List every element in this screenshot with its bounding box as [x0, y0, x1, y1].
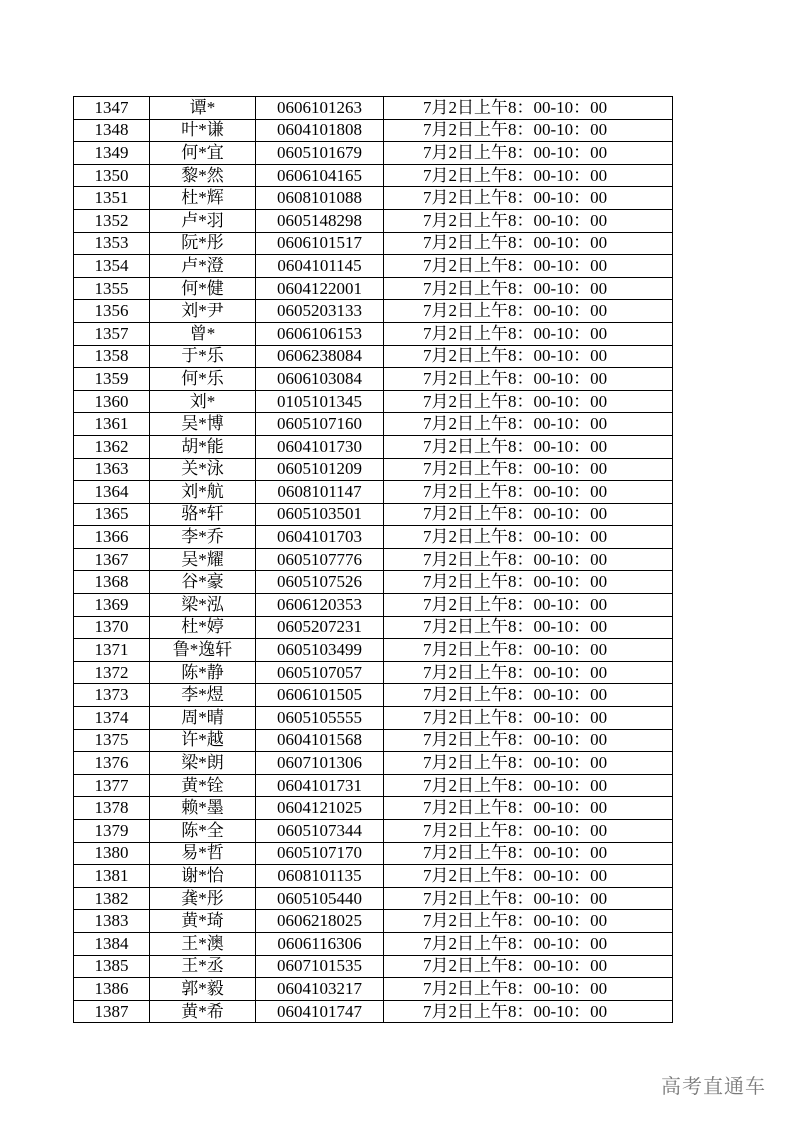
name-cell: 谷*豪: [150, 571, 256, 594]
table-row: [74, 548, 673, 571]
exam-id-cell: 0605107344: [256, 820, 384, 843]
name-cell: 杜*婷: [150, 616, 256, 639]
table-row: [74, 684, 673, 707]
table-row: [74, 797, 673, 820]
exam-time-cell: 7月2日上午8：00-10：00: [384, 503, 673, 526]
exam-time-cell: 7月2日上午8：00-10：00: [384, 300, 673, 323]
exam-time-cell: 7月2日上午8：00-10：00: [384, 255, 673, 278]
name-cell: 吴*博: [150, 413, 256, 436]
name-cell: 谭*: [150, 97, 256, 120]
exam-time-cell: 7月2日上午8：00-10：00: [384, 1000, 673, 1023]
exam-id-cell: 0608101135: [256, 865, 384, 888]
row-number-cell: 1370: [74, 616, 150, 639]
table-row: [74, 209, 673, 232]
exam-time-cell: 7月2日上午8：00-10：00: [384, 232, 673, 255]
exam-time-cell: 7月2日上午8：00-10：00: [384, 978, 673, 1001]
table-row: [74, 255, 673, 278]
name-cell: 曾*: [150, 322, 256, 345]
table-row: [74, 526, 673, 549]
exam-id-cell: 0604101703: [256, 526, 384, 549]
exam-time-cell: 7月2日上午8：00-10：00: [384, 887, 673, 910]
exam-id-cell: 0605107170: [256, 842, 384, 865]
row-number-cell: 1383: [74, 910, 150, 933]
name-cell: 关*泳: [150, 458, 256, 481]
exam-time-cell: 7月2日上午8：00-10：00: [384, 322, 673, 345]
exam-time-cell: 7月2日上午8：00-10：00: [384, 616, 673, 639]
exam-id-cell: 0605107057: [256, 661, 384, 684]
row-number-cell: 1385: [74, 955, 150, 978]
exam-id-cell: 0605105440: [256, 887, 384, 910]
exam-time-cell: 7月2日上午8：00-10：00: [384, 684, 673, 707]
name-cell: 李*乔: [150, 526, 256, 549]
exam-id-cell: 0605103501: [256, 503, 384, 526]
exam-id-cell: 0606116306: [256, 932, 384, 955]
name-cell: 骆*轩: [150, 503, 256, 526]
exam-time-cell: 7月2日上午8：00-10：00: [384, 932, 673, 955]
exam-time-cell: 7月2日上午8：00-10：00: [384, 955, 673, 978]
row-number-cell: 1382: [74, 887, 150, 910]
exam-time-cell: 7月2日上午8：00-10：00: [384, 571, 673, 594]
exam-id-cell: 0604121025: [256, 797, 384, 820]
table-row: [74, 774, 673, 797]
name-cell: 赖*墨: [150, 797, 256, 820]
row-number-cell: 1360: [74, 390, 150, 413]
exam-id-cell: 0607101535: [256, 955, 384, 978]
exam-time-cell: 7月2日上午8：00-10：00: [384, 729, 673, 752]
name-cell: 刘*: [150, 390, 256, 413]
row-number-cell: 1384: [74, 932, 150, 955]
exam-time-cell: 7月2日上午8：00-10：00: [384, 187, 673, 210]
row-number-cell: 1371: [74, 639, 150, 662]
row-number-cell: 1366: [74, 526, 150, 549]
name-cell: 易*哲: [150, 842, 256, 865]
row-number-cell: 1379: [74, 820, 150, 843]
exam-id-cell: 0606218025: [256, 910, 384, 933]
exam-id-cell: 0606103084: [256, 368, 384, 391]
exam-time-cell: 7月2日上午8：00-10：00: [384, 797, 673, 820]
table-row: [74, 481, 673, 504]
table-row: [74, 910, 673, 933]
row-number-cell: 1357: [74, 322, 150, 345]
name-cell: 胡*能: [150, 435, 256, 458]
exam-time-cell: 7月2日上午8：00-10：00: [384, 413, 673, 436]
row-number-cell: 1377: [74, 774, 150, 797]
row-number-cell: 1349: [74, 142, 150, 165]
exam-time-cell: 7月2日上午8：00-10：00: [384, 345, 673, 368]
exam-id-cell: 0606101263: [256, 97, 384, 120]
name-cell: 何*乐: [150, 368, 256, 391]
exam-id-cell: 0606238084: [256, 345, 384, 368]
table-row: [74, 503, 673, 526]
row-number-cell: 1353: [74, 232, 150, 255]
table-row: [74, 458, 673, 481]
roster-table: [73, 96, 673, 1023]
exam-id-cell: 0604101808: [256, 119, 384, 142]
name-cell: 黄*希: [150, 1000, 256, 1023]
exam-time-cell: 7月2日上午8：00-10：00: [384, 661, 673, 684]
table-row: [74, 119, 673, 142]
row-number-cell: 1373: [74, 684, 150, 707]
table-row: [74, 187, 673, 210]
exam-time-cell: 7月2日上午8：00-10：00: [384, 842, 673, 865]
exam-id-cell: 0605107526: [256, 571, 384, 594]
exam-id-cell: 0606120353: [256, 594, 384, 617]
row-number-cell: 1354: [74, 255, 150, 278]
table-row: [74, 594, 673, 617]
exam-time-cell: 7月2日上午8：00-10：00: [384, 707, 673, 730]
row-number-cell: 1372: [74, 661, 150, 684]
exam-time-cell: 7月2日上午8：00-10：00: [384, 774, 673, 797]
exam-time-cell: 7月2日上午8：00-10：00: [384, 368, 673, 391]
table-row: [74, 639, 673, 662]
table-row: [74, 932, 673, 955]
table-row: [74, 277, 673, 300]
table-row: [74, 661, 673, 684]
name-cell: 刘*尹: [150, 300, 256, 323]
name-cell: 吴*耀: [150, 548, 256, 571]
name-cell: 于*乐: [150, 345, 256, 368]
row-number-cell: 1352: [74, 209, 150, 232]
table-row: [74, 707, 673, 730]
exam-id-cell: 0605107160: [256, 413, 384, 436]
exam-id-cell: 0606101517: [256, 232, 384, 255]
row-number-cell: 1351: [74, 187, 150, 210]
exam-id-cell: 0604103217: [256, 978, 384, 1001]
name-cell: 鲁*逸轩: [150, 639, 256, 662]
exam-id-cell: 0606101505: [256, 684, 384, 707]
name-cell: 叶*谦: [150, 119, 256, 142]
exam-id-cell: 0608101147: [256, 481, 384, 504]
row-number-cell: 1374: [74, 707, 150, 730]
table-row: [74, 955, 673, 978]
row-number-cell: 1376: [74, 752, 150, 775]
table-row: [74, 97, 673, 120]
exam-time-cell: 7月2日上午8：00-10：00: [384, 209, 673, 232]
table-row: [74, 571, 673, 594]
name-cell: 王*丞: [150, 955, 256, 978]
name-cell: 阮*彤: [150, 232, 256, 255]
roster-body: [74, 97, 673, 1023]
name-cell: 郭*毅: [150, 978, 256, 1001]
exam-id-cell: 0605148298: [256, 209, 384, 232]
row-number-cell: 1347: [74, 97, 150, 120]
exam-id-cell: 0605101679: [256, 142, 384, 165]
exam-time-cell: 7月2日上午8：00-10：00: [384, 910, 673, 933]
table-row: [74, 887, 673, 910]
exam-time-cell: 7月2日上午8：00-10：00: [384, 752, 673, 775]
name-cell: 黄*铨: [150, 774, 256, 797]
exam-id-cell: 0604101145: [256, 255, 384, 278]
table-row: [74, 368, 673, 391]
exam-id-cell: 0605103499: [256, 639, 384, 662]
exam-time-cell: 7月2日上午8：00-10：00: [384, 820, 673, 843]
table-row: [74, 842, 673, 865]
table-row: [74, 390, 673, 413]
row-number-cell: 1348: [74, 119, 150, 142]
exam-id-cell: 0604101731: [256, 774, 384, 797]
table-row: [74, 752, 673, 775]
watermark-text: 高考直通车: [661, 1074, 766, 1098]
exam-id-cell: 0604101730: [256, 435, 384, 458]
row-number-cell: 1380: [74, 842, 150, 865]
row-number-cell: 1364: [74, 481, 150, 504]
row-number-cell: 1381: [74, 865, 150, 888]
exam-id-cell: 0608101088: [256, 187, 384, 210]
table-row: [74, 322, 673, 345]
row-number-cell: 1375: [74, 729, 150, 752]
row-number-cell: 1387: [74, 1000, 150, 1023]
name-cell: 刘*航: [150, 481, 256, 504]
exam-time-cell: 7月2日上午8：00-10：00: [384, 142, 673, 165]
row-number-cell: 1365: [74, 503, 150, 526]
name-cell: 龚*彤: [150, 887, 256, 910]
row-number-cell: 1355: [74, 277, 150, 300]
exam-time-cell: 7月2日上午8：00-10：00: [384, 390, 673, 413]
exam-time-cell: 7月2日上午8：00-10：00: [384, 548, 673, 571]
name-cell: 梁*泓: [150, 594, 256, 617]
exam-id-cell: 0604122001: [256, 277, 384, 300]
exam-time-cell: 7月2日上午8：00-10：00: [384, 97, 673, 120]
table-row: [74, 616, 673, 639]
table-row: [74, 435, 673, 458]
row-number-cell: 1362: [74, 435, 150, 458]
table-row: [74, 164, 673, 187]
name-cell: 梁*朗: [150, 752, 256, 775]
table-row: [74, 345, 673, 368]
name-cell: 卢*羽: [150, 209, 256, 232]
exam-time-cell: 7月2日上午8：00-10：00: [384, 119, 673, 142]
exam-id-cell: 0105101345: [256, 390, 384, 413]
name-cell: 王*澳: [150, 932, 256, 955]
table-row: [74, 142, 673, 165]
table-row: [74, 1000, 673, 1023]
table-row: [74, 820, 673, 843]
exam-id-cell: 0606104165: [256, 164, 384, 187]
name-cell: 卢*澄: [150, 255, 256, 278]
exam-id-cell: 0606106153: [256, 322, 384, 345]
table-row: [74, 729, 673, 752]
name-cell: 陈*全: [150, 820, 256, 843]
name-cell: 李*煜: [150, 684, 256, 707]
row-number-cell: 1358: [74, 345, 150, 368]
exam-id-cell: 0605203133: [256, 300, 384, 323]
row-number-cell: 1378: [74, 797, 150, 820]
name-cell: 陈*静: [150, 661, 256, 684]
table-row: [74, 232, 673, 255]
table-row: [74, 978, 673, 1001]
exam-id-cell: 0605105555: [256, 707, 384, 730]
exam-id-cell: 0605207231: [256, 616, 384, 639]
row-number-cell: 1368: [74, 571, 150, 594]
row-number-cell: 1369: [74, 594, 150, 617]
name-cell: 何*宜: [150, 142, 256, 165]
row-number-cell: 1363: [74, 458, 150, 481]
row-number-cell: 1367: [74, 548, 150, 571]
exam-time-cell: 7月2日上午8：00-10：00: [384, 164, 673, 187]
exam-time-cell: 7月2日上午8：00-10：00: [384, 526, 673, 549]
table-row: [74, 300, 673, 323]
name-cell: 黎*然: [150, 164, 256, 187]
name-cell: 何*健: [150, 277, 256, 300]
exam-time-cell: 7月2日上午8：00-10：00: [384, 639, 673, 662]
name-cell: 杜*辉: [150, 187, 256, 210]
exam-time-cell: 7月2日上午8：00-10：00: [384, 481, 673, 504]
row-number-cell: 1356: [74, 300, 150, 323]
name-cell: 周*晴: [150, 707, 256, 730]
exam-id-cell: 0605101209: [256, 458, 384, 481]
name-cell: 谢*怡: [150, 865, 256, 888]
exam-time-cell: 7月2日上午8：00-10：00: [384, 277, 673, 300]
exam-id-cell: 0605107776: [256, 548, 384, 571]
table-row: [74, 865, 673, 888]
exam-time-cell: 7月2日上午8：00-10：00: [384, 435, 673, 458]
name-cell: 许*越: [150, 729, 256, 752]
exam-id-cell: 0607101306: [256, 752, 384, 775]
exam-id-cell: 0604101747: [256, 1000, 384, 1023]
row-number-cell: 1350: [74, 164, 150, 187]
name-cell: 黄*琦: [150, 910, 256, 933]
table-row: [74, 413, 673, 436]
row-number-cell: 1359: [74, 368, 150, 391]
exam-time-cell: 7月2日上午8：00-10：00: [384, 594, 673, 617]
row-number-cell: 1386: [74, 978, 150, 1001]
exam-time-cell: 7月2日上午8：00-10：00: [384, 865, 673, 888]
exam-id-cell: 0604101568: [256, 729, 384, 752]
exam-time-cell: 7月2日上午8：00-10：00: [384, 458, 673, 481]
row-number-cell: 1361: [74, 413, 150, 436]
